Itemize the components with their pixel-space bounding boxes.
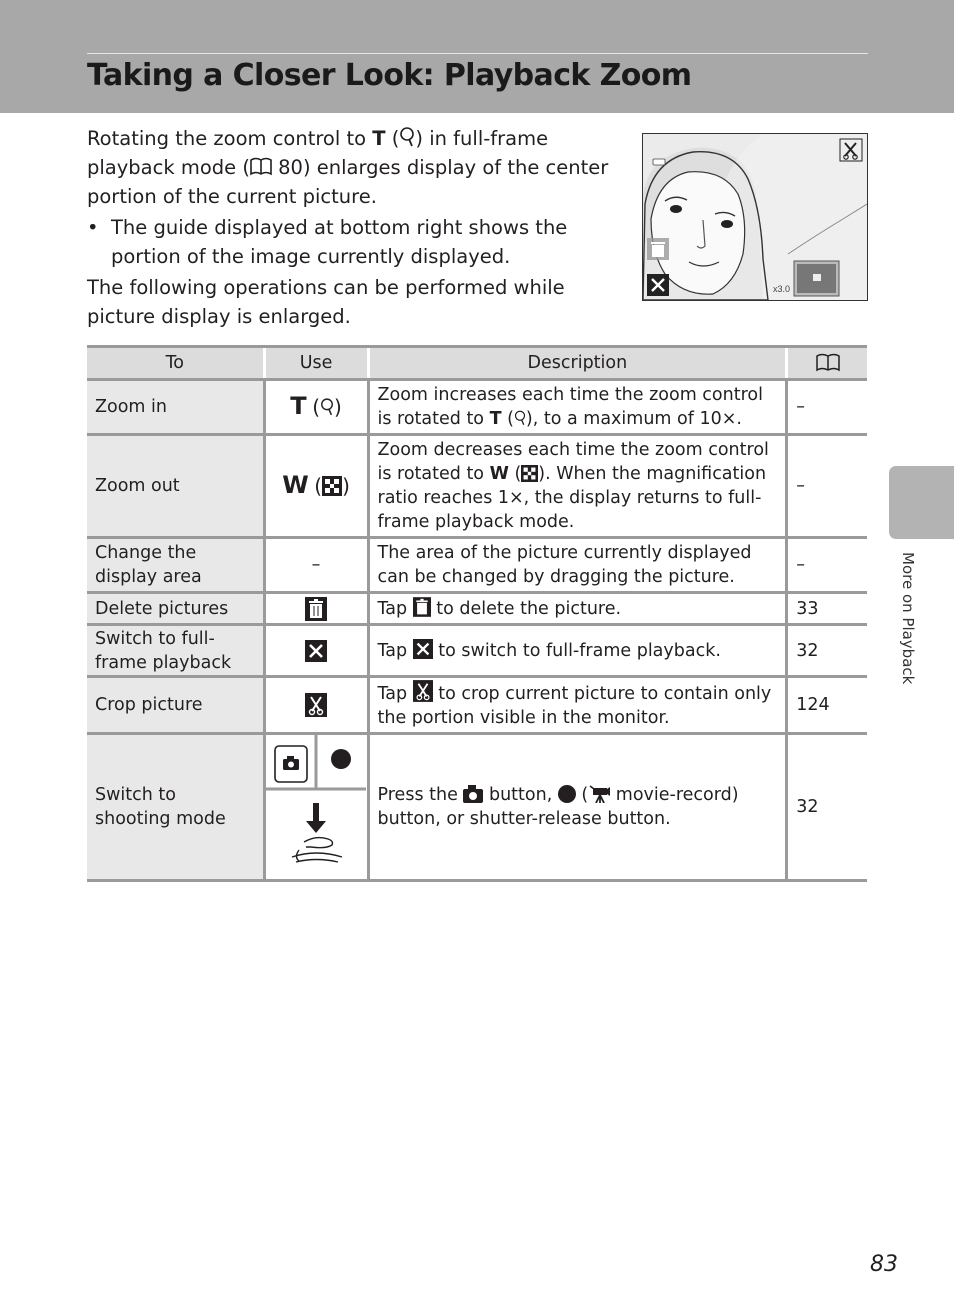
record-button-icon [331,749,351,769]
row-to: Crop picture [87,677,264,734]
full-frame-icon [305,640,327,662]
book-ref-icon [816,353,840,373]
magnify-icon [514,409,526,427]
camera-icon [463,785,483,803]
thumbnail-grid-icon [322,476,342,496]
row-to: Zoom out [87,435,264,538]
svg-text:x3.0: x3.0 [773,284,791,294]
table-row [87,593,867,625]
bullet-dot: • [87,216,99,239]
table-row [87,677,867,734]
magnify-icon [399,126,415,148]
row-description: Tap to switch to full-frame playback. [368,625,787,677]
operations-table [87,345,867,882]
intro-text [87,124,617,331]
row-reference: – [787,380,867,435]
section-label: More on Playback [899,552,917,685]
book-ref-icon [250,157,272,177]
header-reference [787,347,867,380]
row-description: Zoom increases each time the zoom control is rotated to T ( ), to a maximum of 10×. [368,380,787,435]
row-use: T ( ) [264,380,368,435]
row-description: Tap to delete the picture. [368,593,787,625]
row-use: W ( ) [264,435,368,538]
table-row [87,538,867,593]
trash-icon [305,597,327,621]
record-icon [558,785,576,803]
row-use [264,625,368,677]
row-use [264,677,368,734]
row-to: Zoom in [87,380,264,435]
magnify-icon [320,397,334,417]
title-rule [87,53,868,54]
intro-paragraph: Rotating the zoom control to T ( ) in full-frame playback mode ( 80) enlarges display of the center portion of the current picture. [87,127,609,208]
row-reference: – [787,435,867,538]
title-banner [0,0,954,113]
row-reference: – [787,538,867,593]
row-reference: 32 [787,734,867,881]
row-to: Change the display area [87,538,264,593]
camera-button-icon [275,746,307,782]
row-reference: 32 [787,625,867,677]
table-header-row [87,347,867,380]
row-reference: 33 [787,593,867,625]
crop-icon [305,693,327,717]
row-description: Tap to crop current picture to contain only the portion visible in the monitor. [368,677,787,734]
header-use: Use [264,347,368,380]
row-description: The area of the picture currently displayed can be changed by dragging the picture. [368,538,787,593]
row-use [264,734,368,881]
section-tab [889,466,954,539]
table-row [87,435,867,538]
header-to: To [87,347,264,380]
full-frame-icon [413,639,433,659]
bullet-item: • The guide displayed at bottom right shows the portion of the image currently displayed. [87,213,617,271]
trash-icon [413,597,431,617]
row-to: Switch to shooting mode [87,734,264,881]
header-description: Description [368,347,787,380]
row-to: Switch to full-frame playback [87,625,264,677]
crop-icon [413,680,433,702]
shooting-mode-controls [266,735,366,879]
shutter-release-icon [292,803,342,862]
playback-zoom-screenshot [642,133,868,301]
table-row [87,625,867,677]
row-description: Press the button, ( movie-record) button, or shutter-release button. [368,734,787,881]
row-description: Zoom decreases each time the zoom control is rotated to W ( ). When the magnification ratio reaches 1×, the display returns to full-frame playback mode. [368,435,787,538]
row-use [264,593,368,625]
intro-paragraph-2: The following operations can be performed while picture display is enlarged. [87,276,565,328]
page-number: 83 [870,1252,898,1277]
table-row [87,734,867,881]
movie-camera-icon [588,785,610,803]
row-to: Delete pictures [87,593,264,625]
page-title: Taking a Closer Look: Playback Zoom [87,58,692,93]
row-use: – [264,538,368,593]
table-row [87,380,867,435]
row-reference: 124 [787,677,867,734]
thumbnail-grid-icon [521,465,538,482]
